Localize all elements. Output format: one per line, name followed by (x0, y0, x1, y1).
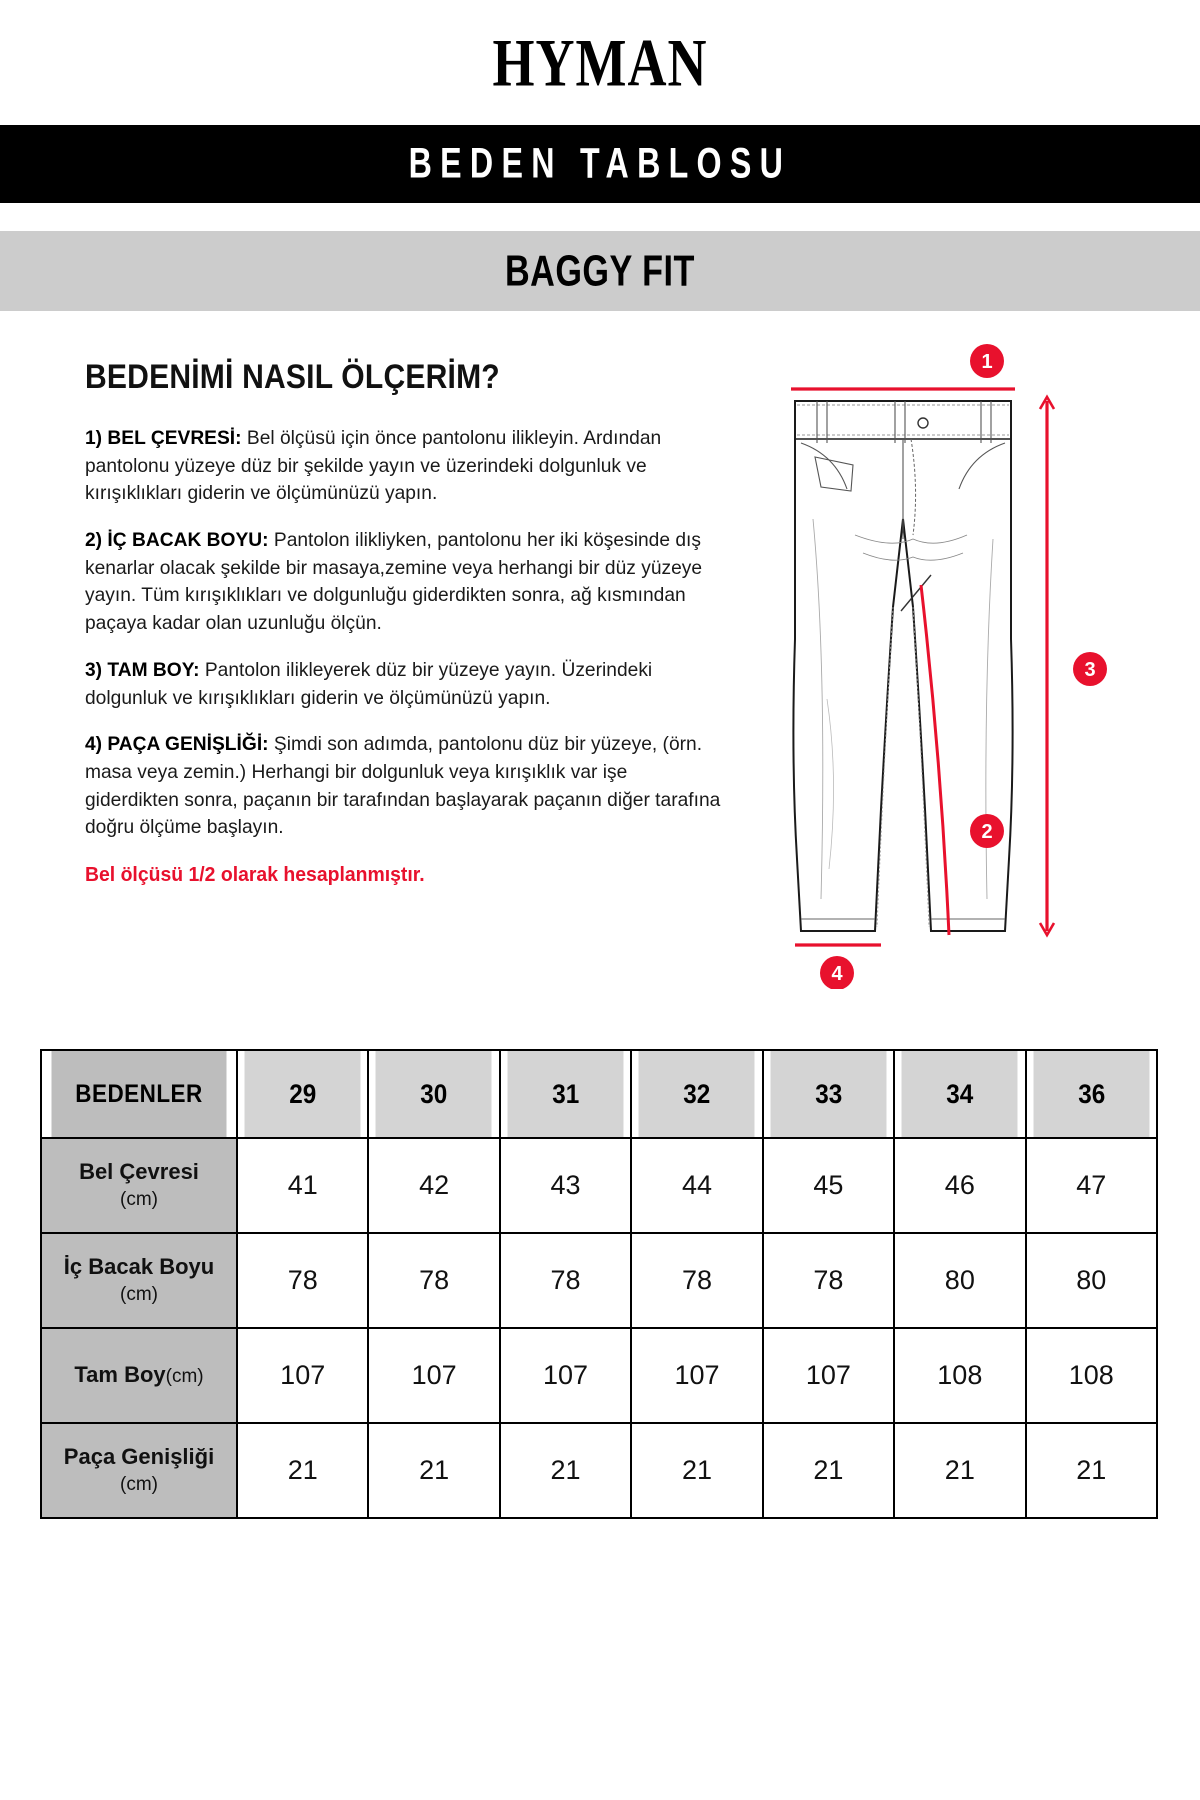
row-label-ic-bacak-boyu-name: İç Bacak Boyu (63, 1254, 215, 1280)
cell-tam-boy-33: 107 (763, 1328, 894, 1423)
instruction-item-1 (85, 425, 725, 508)
cell-tam-boy-32: 107 (631, 1328, 762, 1423)
table-header-size-29: 29 (244, 1050, 362, 1138)
instruction-item-1-label: 1) BEL ÇEVRESİ: (85, 427, 242, 449)
cell-paca-genisligi-31: 21 (500, 1423, 631, 1518)
cell-paca-genisligi-30: 21 (368, 1423, 499, 1518)
cell-bel-cevresi-36: 47 (1026, 1138, 1157, 1233)
cell-bel-cevresi-30: 42 (368, 1138, 499, 1233)
size-table (40, 1049, 1158, 1519)
diagram-column (735, 351, 1160, 999)
instruction-item-2-text: Pantolon ilikliyken, pantolonu her iki köşesinde dış kenarlar olacak şekilde bir masaya,zemine veya herhangi bir düz yüzeye yayın. Tüm kırışıklıkları ve dolgunluğu giderdikten sonra, ağ kısmından paçaya kadar olan uzunluğu ölçün. (85, 529, 703, 635)
cell-paca-genisligi-29: 21 (237, 1423, 368, 1518)
cell-tam-boy-30: 107 (368, 1328, 499, 1423)
cell-bel-cevresi-29: 41 (237, 1138, 368, 1233)
row-label-tam-boy-unit: (cm) (165, 1366, 204, 1388)
table-header-size-32: 32 (638, 1050, 756, 1138)
row-label-bel-cevresi-unit: (cm) (120, 1189, 158, 1211)
callout-badge-3 (1073, 652, 1107, 686)
row-label-ic-bacak-boyu (41, 1233, 237, 1328)
row-label-bel-cevresi (41, 1138, 237, 1233)
instructions-text-column (85, 356, 735, 999)
instruction-item-2-label: 2) İÇ BACAK BOYU: (85, 529, 269, 552)
cell-ic-bacak-boyu-30: 78 (368, 1233, 499, 1328)
cell-ic-bacak-boyu-32: 78 (631, 1233, 762, 1328)
brand-header (0, 0, 1200, 125)
cell-paca-genisligi-36: 21 (1026, 1423, 1157, 1518)
instruction-item-4 (85, 731, 725, 842)
title-bar (0, 125, 1200, 203)
cell-bel-cevresi-31: 43 (500, 1138, 631, 1233)
table-row (41, 1328, 1157, 1423)
instruction-item-1-text: Bel ölçüsü için önce pantolonu ilikleyin. Ardından pantolonu yüzeye düz bir şekilde yayın ve üzerindeki dolgunluk ve kırışıklıkları giderin ve ölçümünüzü yapın. (85, 427, 662, 505)
svg-text:4: 4 (831, 963, 843, 985)
cell-ic-bacak-boyu-31: 78 (500, 1233, 631, 1328)
callout-badge-2 (970, 814, 1004, 848)
cell-paca-genisligi-32: 21 (631, 1423, 762, 1518)
instruction-item-4-label: 4) PAÇA GENİŞLİĞİ: (85, 733, 269, 756)
cell-tam-boy-29: 107 (237, 1328, 368, 1423)
callout-badge-1 (970, 344, 1004, 378)
table-row (41, 1423, 1157, 1518)
table-row (41, 1233, 1157, 1328)
title-bar-label: BEDEN TABLOSU (408, 139, 792, 188)
table-header-size-36: 36 (1032, 1050, 1150, 1138)
instruction-item-3 (85, 657, 725, 712)
cell-bel-cevresi-32: 44 (631, 1138, 762, 1233)
cell-ic-bacak-boyu-29: 78 (237, 1233, 368, 1328)
instructions-section (0, 311, 1200, 999)
row-label-paca-genisligi (41, 1423, 237, 1518)
table-header-size-33: 33 (769, 1050, 887, 1138)
table-header-bedenler: BEDENLER (51, 1050, 227, 1138)
cell-tam-boy-34: 108 (894, 1328, 1025, 1423)
cell-paca-genisligi-33: 21 (763, 1423, 894, 1518)
table-header-size-30: 30 (375, 1050, 493, 1138)
callout-badge-4 (820, 956, 854, 989)
brand-logo: HYMAN (492, 25, 708, 100)
row-label-paca-genisligi-unit: (cm) (120, 1474, 158, 1496)
cell-tam-boy-36: 108 (1026, 1328, 1157, 1423)
size-table-section (0, 1049, 1200, 1519)
cell-paca-genisligi-34: 21 (894, 1423, 1025, 1518)
cell-tam-boy-31: 107 (500, 1328, 631, 1423)
instruction-item-4-text: Şimdi son adımda, pantolonu düz bir yüzeye, (örn. masa veya zemin.) Herhangi bir dolgunluk veya kırışıklık var işe giderdikten sonra, paçanın bir tarafından başlayarak paçanın diğer tarafına doğru ölçüme başlayın. (85, 733, 721, 839)
fit-type-bar (0, 231, 1200, 311)
waist-calculation-note: Bel ölçüsü 1/2 olarak hesaplanmıştır. (85, 863, 425, 886)
fit-type-label: BAGGY FIT (505, 245, 695, 295)
svg-text:2: 2 (981, 821, 993, 843)
svg-text:3: 3 (1084, 659, 1096, 681)
row-label-bel-cevresi-name: Bel Çevresi (79, 1159, 199, 1185)
row-label-tam-boy (41, 1328, 237, 1423)
cell-bel-cevresi-33: 45 (763, 1138, 894, 1233)
size-table-header (41, 1050, 1157, 1138)
svg-text:1: 1 (981, 351, 993, 373)
row-label-ic-bacak-boyu-unit: (cm) (120, 1284, 158, 1306)
cell-ic-bacak-boyu-34: 80 (894, 1233, 1025, 1328)
table-header-row (41, 1050, 1157, 1138)
cell-ic-bacak-boyu-33: 78 (763, 1233, 894, 1328)
instruction-item-3-label: 3) TAM BOY: (85, 658, 200, 681)
table-header-size-31: 31 (506, 1050, 624, 1138)
row-label-tam-boy-name: Tam Boy (74, 1362, 166, 1388)
cell-bel-cevresi-34: 46 (894, 1138, 1025, 1233)
pants-technical-drawing (735, 339, 1115, 989)
instruction-item-2 (85, 527, 725, 638)
instruction-item-3-text: Pantolon ilikleyerek düz bir yüzeye yayın. Üzerindeki dolgunluk ve kırışıklıkları giderin ve ölçümünüzü yapın. (85, 658, 653, 709)
table-header-size-34: 34 (901, 1050, 1019, 1138)
table-row (41, 1138, 1157, 1233)
size-table-body (41, 1138, 1157, 1518)
row-label-paca-genisligi-name: Paça Genişliği (63, 1444, 215, 1470)
instructions-heading: BEDENİMİ NASIL ÖLÇERİM? (85, 356, 500, 397)
cell-ic-bacak-boyu-36: 80 (1026, 1233, 1157, 1328)
